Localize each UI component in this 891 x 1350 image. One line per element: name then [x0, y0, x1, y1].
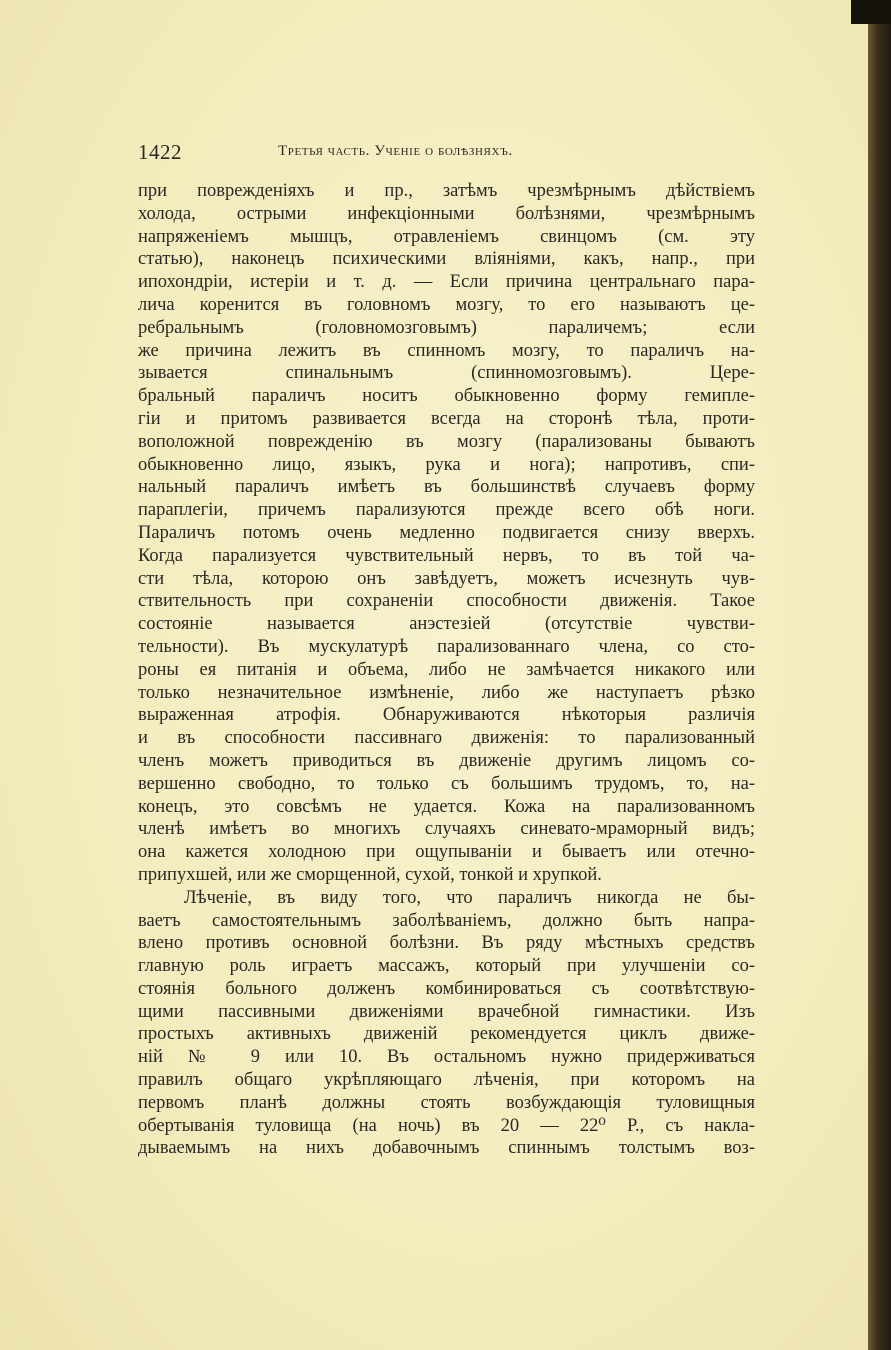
text-line: бральный параличъ носитъ обыкновенно форму гемипле-: [138, 386, 755, 407]
text-line: нальный параличъ имѣетъ въ большинствѣ случаевъ форму: [138, 477, 755, 498]
text-line: обертыванія туловища (на ночь) въ 20 — 22⁰ Р., съ накла-: [138, 1115, 755, 1136]
text-line: влено противъ основной болѣзни. Въ ряду мѣстныхъ средствъ: [138, 933, 755, 954]
page-header: [138, 140, 755, 170]
book-corner-shadow: [851, 0, 891, 24]
text-line: Когда парализуется чувствительный нервъ, то въ той ча-: [138, 545, 755, 566]
text-line: дываемымъ на нихъ добавочнымъ спиннымъ толстымъ воз-: [138, 1138, 755, 1159]
text-line: гіи и притомъ развивается всегда на сторонѣ тѣла, проти-: [138, 408, 755, 429]
text-line: первомъ планѣ должны стоять возбуждающія туловищныя: [138, 1092, 755, 1113]
page-number: 1422: [138, 140, 182, 164]
text-line: щими пассивными движеніями врачебной гимнастики. Изъ: [138, 1001, 755, 1022]
text-line: ній № 9 или 10. Въ остальномъ нужно придерживаться: [138, 1047, 755, 1068]
text-line: стоянія больного долженъ комбинироваться съ соотвѣтствую-: [138, 978, 755, 999]
text-line: ствительность при сохраненіи способности движенія. Такое: [138, 591, 755, 612]
paragraph-start-line: Лѣченіе, въ виду того, что параличъ никогда не бы-: [184, 887, 755, 908]
text-line: и въ способности пассивнаго движенія: то парализованный: [138, 728, 755, 749]
text-line: только незначительное измѣненіе, либо же наступаетъ рѣзко: [138, 682, 755, 703]
text-line: напряженіемъ мышцъ, отравленіемъ свинцомъ (см. эту: [138, 226, 755, 247]
text-line: выраженная атрофія. Обнаруживаются нѣкоторыя различія: [138, 705, 755, 726]
text-line: ваетъ самостоятельнымъ заболѣваніемъ, должно быть напра-: [138, 910, 755, 931]
text-line: членъ можетъ приводиться въ движеніе другимъ лицомъ со-: [138, 750, 755, 771]
text-line: состояніе называется анэстезіей (отсутствіе чувстви-: [138, 614, 755, 635]
text-line: конецъ, это совсѣмъ не удается. Кожа на парализованномъ: [138, 796, 755, 817]
text-line: простыхъ активныхъ движеній рекомендуется циклъ движе-: [138, 1024, 755, 1045]
running-head: Третья часть. Ученіе о болѣзняхъ.: [278, 143, 513, 159]
text-line: статью), наконецъ психическими вліяніями, какъ, напр., при: [138, 249, 755, 270]
text-line: же причина лежитъ въ спинномъ мозгу, то параличъ на-: [138, 340, 755, 361]
text-line: правилъ общаго укрѣпляющаго лѣченія, при которомъ на: [138, 1070, 755, 1091]
book-spine-edge: [868, 0, 891, 1350]
body-text: [138, 180, 755, 1160]
text-line: тельности). Въ мускулатурѣ парализованнаго члена, со сто-: [138, 636, 755, 657]
text-line: ребральнымъ (головномозговымъ) параличемъ; если: [138, 317, 755, 338]
text-line: при поврежденіяхъ и пр., затѣмъ чрезмѣрнымъ дѣйствіемъ: [138, 181, 755, 201]
text-line: лича коренится въ головномъ мозгу, то его называютъ це-: [138, 294, 755, 315]
text-line: она кажется холодною при ощупываніи и бываетъ или отечно-: [138, 842, 755, 863]
text-line: роны ея питанія и объема, либо не замѣчается никакого или: [138, 659, 755, 680]
text-line: членѣ имѣетъ во многихъ случаяхъ синевато-мраморный видъ;: [138, 819, 755, 840]
text-line: главную роль играетъ массажъ, который при улучшеніи со-: [138, 956, 755, 977]
text-line: припухшей, или же сморщенной, сухой, тонкой и хрупкой.: [138, 864, 602, 885]
text-line: ипохондріи, истеріи и т. д. — Если причина центральнаго пара-: [138, 272, 755, 293]
text-line: параплегіи, причемъ парализуются прежде всего обѣ ноги.: [138, 500, 755, 521]
text-line: зывается спинальнымъ (спинномозговымъ). Цере-: [138, 363, 755, 384]
text-line: сти тѣла, которою онъ завѣдуетъ, можетъ исчезнуть чув-: [138, 568, 755, 589]
text-line: Параличъ потомъ очень медленно подвигается снизу вверхъ.: [138, 522, 755, 543]
text-line: воположной поврежденію въ мозгу (парализованы бываютъ: [138, 431, 755, 452]
text-line: обыкновенно лицо, языкъ, рука и нога); напротивъ, спи-: [138, 454, 755, 475]
text-line: холода, острыми инфекціонными болѣзнями, чрезмѣрнымъ: [138, 203, 755, 224]
text-line: вершенно свободно, то только съ большимъ трудомъ, то, на-: [138, 773, 755, 794]
